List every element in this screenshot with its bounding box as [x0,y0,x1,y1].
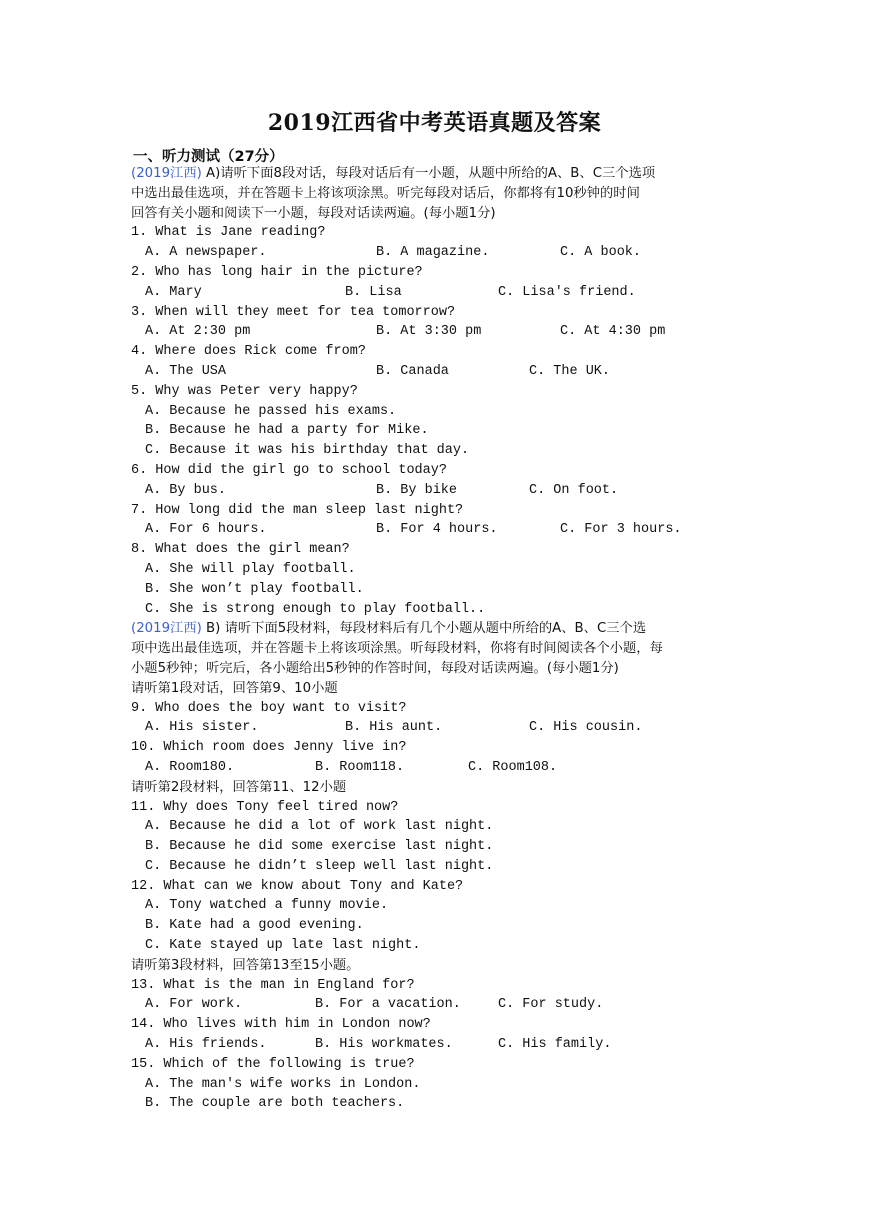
option-c: C. The UK. [529,363,611,379]
option-b: B. For 4 hours. [376,522,498,538]
question-options [131,362,741,382]
question-stem: 13. What is the man in England for? [131,977,415,993]
question-stem: 5. Why was Peter very happy? [131,383,358,399]
option-a: A. For 6 hours. [145,522,267,538]
part-b-instructions: (2019江西) B) 请听下面5段材料，每段材料后有几个小题从题中所给的A、B、C三个选 项中选出最佳选项，并在答题卡上将该项涂黑。听每段材料，你将有时间阅读各个小题，每 小题5秒钟；听完后，各小题给出5秒钟的作答时间，每段对话读两遍。(每小题1分) [131,621,663,676]
option-a: A. Because he did a lot of work last night. [145,819,494,835]
option-a: A. By bus. [145,482,227,498]
option-c: C. Kate stayed up late last night. [145,938,421,954]
option-b: B. She won’t play football. [145,581,364,597]
option-a: A. Tony watched a funny movie. [145,898,389,914]
option-b: B. The couple are both teachers. [145,1096,405,1112]
option-c: C. His family. [498,1037,612,1053]
option-c: C. For 3 hours. [560,522,682,538]
option-b: B. Room118. [315,759,405,775]
option-a: A. For work. [145,997,243,1013]
question-stem: 11. Why does Tony feel tired now? [131,799,399,815]
sub-instruction: 请听第2段材料，回答第11、12小题 [131,779,347,795]
question-options [131,283,741,303]
source-tag: (2019江西) [131,166,202,181]
sub-instruction: 请听第3段材料，回答第13至15小题。 [131,957,360,973]
option-b: B. A magazine. [376,245,490,261]
page-title: 2019江西省中考英语真题及答案 [267,110,602,136]
sub-instruction: 请听第1段对话，回答第9、10小题 [131,680,338,696]
option-c: C. At 4:30 pm [560,324,666,340]
option-a: A. The USA [145,363,227,379]
option-a: A. His sister. [145,720,259,736]
question-stem: 1. What is Jane reading? [131,225,326,241]
option-c: C. Lisa's friend. [498,284,636,300]
part-a-instructions: (2019江西) A)请听下面8段对话，每段对话后有一小题，从题中所给的A、B、C三个选项 中选出最佳选项，并在答题卡上将该项涂黑。听完每段对话后，你都将有10秒钟的时间 回答有关小题和阅读下一小题，每段对话读两遍。(每小题1分) [131,166,656,221]
option-a: A. Room180. [145,759,235,775]
question-stem: 6. How did the girl go to school today? [131,462,447,478]
option-b: B. At 3:30 pm [376,324,482,340]
option-a: A. Because he passed his exams. [145,403,397,419]
option-a: A. She will play football. [145,561,356,577]
question-options [131,1035,741,1055]
source-tag: (2019江西) [131,621,202,637]
question-stem: 15. Which of the following is true? [131,1056,415,1072]
option-c: C. A book. [560,245,642,261]
question-options [131,481,741,501]
question-options [131,718,741,738]
question-options [131,243,741,263]
option-b: B. Because he had a party for Mike. [145,423,429,439]
question-options [131,322,741,342]
option-a: A. Mary [145,284,202,300]
question-stem: 8. What does the girl mean? [131,542,350,558]
option-b: B. For a vacation. [315,997,461,1013]
option-b: B. Because he did some exercise last night. [145,839,494,855]
option-b: B. By bike [376,482,458,498]
option-b: B. His aunt. [345,720,443,736]
question-stem: 9. Who does the boy want to visit? [131,700,407,716]
option-b: B. Kate had a good evening. [145,918,364,934]
option-c: C. His cousin. [529,720,643,736]
option-b: B. His workmates. [315,1037,453,1053]
question-stem: 12. What can we know about Tony and Kate? [131,878,464,894]
question-stem: 3. When will they meet for tea tomorrow? [131,304,456,320]
option-c: C. Because it was his birthday that day. [145,443,470,459]
option-b: B. Lisa [345,284,402,300]
option-c: C. Room108. [468,759,558,775]
section-heading-listening: 一、听力测试（27分） [133,149,284,165]
question-options [131,995,741,1015]
option-c: C. On foot. [529,482,619,498]
exam-content [131,164,741,1114]
option-c: C. For study. [498,997,604,1013]
option-c: C. She is strong enough to play football.. [145,601,486,617]
option-a: A. His friends. [145,1037,267,1053]
option-c: C. Because he didn’t sleep well last night. [145,858,494,874]
option-a: A. At 2:30 pm [145,324,251,340]
question-stem: 10. Which room does Jenny live in? [131,740,407,756]
question-stem: 2. Who has long hair in the picture? [131,264,423,280]
question-stem: 14. Who lives with him in London now? [131,1017,431,1033]
option-b: B. Canada [376,363,449,379]
option-a: A. The man's wife works in London. [145,1076,421,1092]
question-stem: 7. How long did the man sleep last night? [131,502,464,518]
option-a: A. A newspaper. [145,245,267,261]
question-options [131,520,741,540]
question-stem: 4. Where does Rick come from? [131,344,366,360]
question-options [131,758,741,778]
